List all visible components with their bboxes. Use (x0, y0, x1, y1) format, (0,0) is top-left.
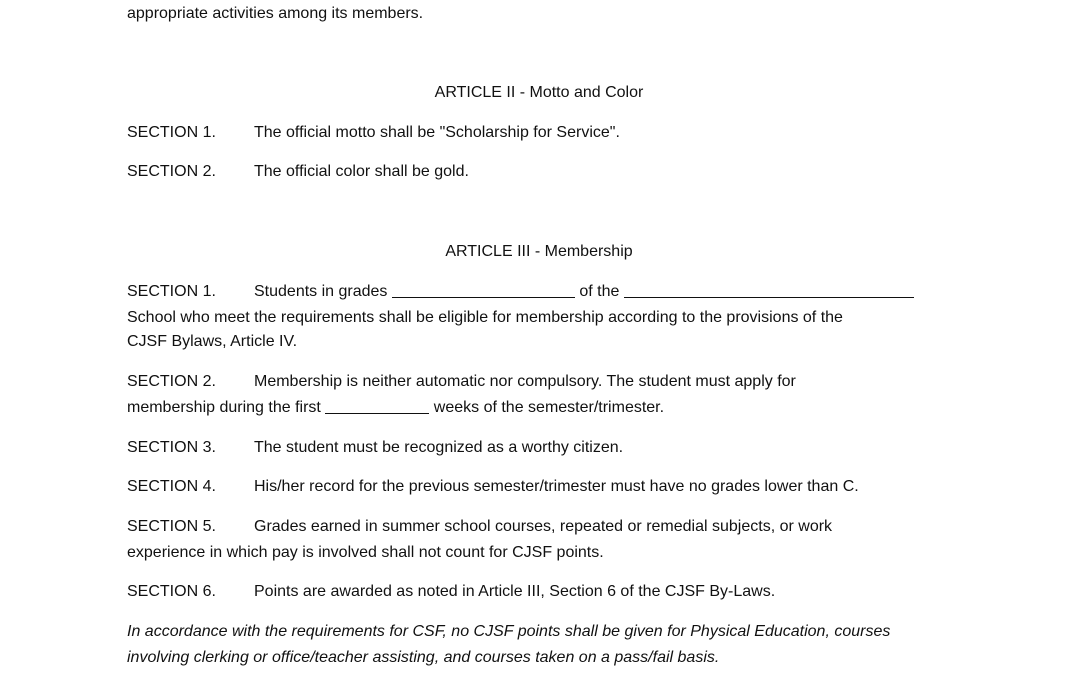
section-text: Students in grades (254, 283, 388, 300)
section-label: SECTION 2. (127, 373, 216, 390)
intro-tail-text: appropriate activities among its members. (127, 5, 424, 22)
csf-note-line-2: involving clerking or office/teacher assisting, and courses taken on a pass/fail basis. (127, 649, 720, 666)
csf-note-line-1: In accordance with the requirements for CSF, no CJSF points shall be given for Physical Education, courses (127, 623, 891, 640)
article-3-section-5-line-1 (127, 514, 832, 540)
article-2-heading: ARTICLE II - Motto and Color (434, 84, 644, 101)
section-text: Grades earned in summer school courses, repeated or remedial subjects, or work (254, 518, 833, 535)
section-label: SECTION 1. (127, 124, 216, 141)
article-3-section-1-line-1 (127, 279, 914, 305)
article-3-section-2-line-2 (127, 395, 664, 421)
section-text: of the (579, 283, 620, 300)
section-text: His/her record for the previous semester/trimester must have no grades lower than C. (254, 478, 859, 495)
section-text: The official color shall be gold. (254, 163, 469, 180)
section-label: SECTION 4. (127, 478, 216, 495)
section-label: SECTION 1. (127, 283, 216, 300)
article-2-section-1 (127, 120, 620, 146)
section-label: SECTION 3. (127, 439, 216, 456)
grades-blank-field[interactable] (392, 279, 575, 298)
section-label: SECTION 5. (127, 518, 216, 535)
section-text: membership during the first (127, 399, 321, 416)
section-label: SECTION 6. (127, 583, 216, 600)
weeks-blank-field[interactable] (325, 395, 429, 414)
section-text: Membership is neither automatic nor compulsory. The student must apply for (254, 373, 796, 390)
article-2-section-2 (127, 159, 469, 185)
school-name-blank-field[interactable] (624, 279, 914, 298)
section-text: The official motto shall be "Scholarship for Service". (254, 124, 620, 141)
section-text: weeks of the semester/trimester. (433, 399, 665, 416)
section-text: Points are awarded as noted in Article III, Section 6 of the CJSF By-Laws. (254, 583, 776, 600)
section-text: The student must be recognized as a worthy citizen. (254, 439, 624, 456)
article-3-section-4 (127, 474, 859, 500)
article-3-section-5-line-2: experience in which pay is involved shall not count for CJSF points. (127, 544, 604, 561)
section-label: SECTION 2. (127, 163, 216, 180)
article-3-section-2-line-1 (127, 369, 796, 395)
article-3-section-3 (127, 435, 623, 461)
article-3-section-6 (127, 579, 775, 605)
article-3-section-1-line-2: School who meet the requirements shall be eligible for membership according to the provisions of the (127, 309, 843, 326)
article-3-section-1-line-3: CJSF Bylaws, Article IV. (127, 333, 298, 350)
article-3-heading: ARTICLE III - Membership (445, 243, 633, 260)
